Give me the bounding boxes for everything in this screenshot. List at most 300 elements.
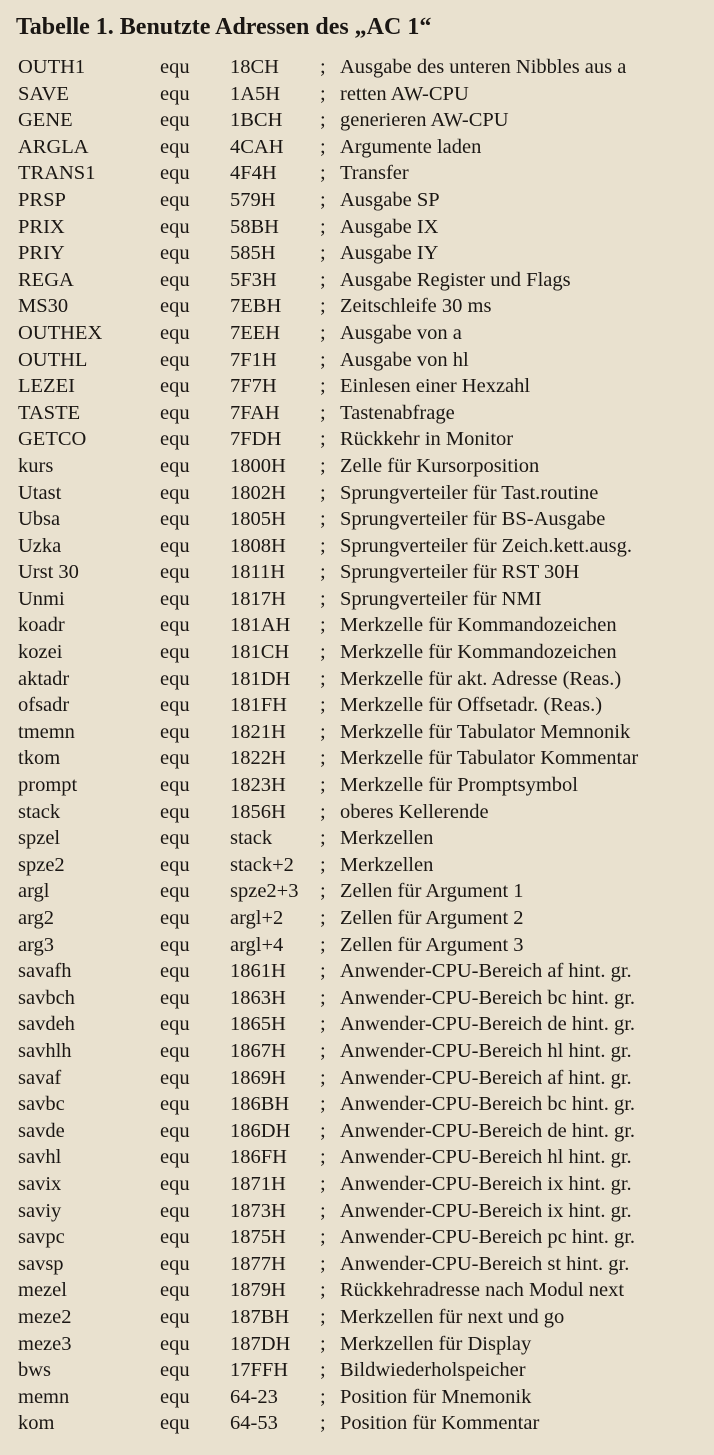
comment-separator: ; <box>320 188 326 211</box>
comment-separator: ; <box>320 1172 326 1195</box>
table-row <box>0 852 714 879</box>
comment-text: Anwender-CPU-Bereich hl hint. gr. <box>340 1146 632 1169</box>
symbol-name: PRSP <box>18 188 66 211</box>
symbol-name: GENE <box>18 109 73 132</box>
directive: equ <box>160 162 190 185</box>
comment-text: retten AW-CPU <box>340 82 469 105</box>
table-row <box>0 1331 714 1358</box>
symbol-name: aktadr <box>18 667 70 690</box>
directive: equ <box>160 534 190 557</box>
comment-separator: ; <box>320 454 326 477</box>
symbol-name: prompt <box>18 774 78 797</box>
address-value: 7F7H <box>230 375 277 398</box>
comment-separator: ; <box>320 215 326 238</box>
comment-separator: ; <box>320 667 326 690</box>
symbol-name: argl <box>18 880 50 903</box>
comment-separator: ; <box>320 508 326 531</box>
address-value: 1861H <box>230 960 286 983</box>
symbol-name: arg3 <box>18 933 55 956</box>
table-row <box>0 878 714 905</box>
directive: equ <box>160 215 190 238</box>
directive: equ <box>160 348 190 371</box>
address-value: 5F3H <box>230 268 277 291</box>
comment-separator: ; <box>320 1359 326 1382</box>
comment-text: Transfer <box>340 162 409 185</box>
directive: equ <box>160 880 190 903</box>
comment-separator: ; <box>320 774 326 797</box>
table-row <box>0 347 714 374</box>
address-value: 579H <box>230 188 276 211</box>
address-value: 1817H <box>230 587 286 610</box>
directive: equ <box>160 694 190 717</box>
table-row <box>0 1171 714 1198</box>
symbol-name: MS30 <box>18 295 69 318</box>
comment-text: Merkzelle für akt. Adresse (Reas.) <box>340 667 622 690</box>
comment-separator: ; <box>320 1066 326 1089</box>
directive: equ <box>160 1332 190 1355</box>
comment-text: Anwender-CPU-Bereich st hint. gr. <box>340 1252 630 1275</box>
symbol-name: spze2 <box>18 853 65 876</box>
directive: equ <box>160 321 190 344</box>
comment-separator: ; <box>320 534 326 557</box>
address-value: 181CH <box>230 641 290 664</box>
comment-separator: ; <box>320 1412 326 1435</box>
comment-text: Einlesen einer Hexzahl <box>340 375 531 398</box>
address-value: stack+2 <box>230 853 294 876</box>
table-row <box>0 426 714 453</box>
comment-text: Argumente laden <box>340 135 482 158</box>
symbol-name: GETCO <box>18 428 87 451</box>
address-value: 64-53 <box>230 1412 278 1435</box>
comment-text: Position für Mnemonik <box>340 1385 532 1408</box>
table-row <box>0 958 714 985</box>
table-row <box>0 1144 714 1171</box>
table-row <box>0 293 714 320</box>
table-row <box>0 932 714 959</box>
address-value: 1A5H <box>230 82 281 105</box>
comment-separator: ; <box>320 907 326 929</box>
symbol-name: savde <box>18 1119 65 1142</box>
comment-separator: ; <box>320 1252 326 1275</box>
directive: equ <box>160 188 190 211</box>
address-value: 1808H <box>230 534 286 557</box>
symbol-name: tkom <box>18 747 61 770</box>
address-value: 1800H <box>230 454 286 477</box>
directive: equ <box>160 667 190 690</box>
table-row <box>0 719 714 746</box>
comment-separator: ; <box>320 1039 326 1062</box>
address-value: 187DH <box>230 1332 291 1355</box>
address-value: 7F1H <box>230 348 277 371</box>
comment-separator: ; <box>320 986 326 1009</box>
symbol-name: koadr <box>18 614 65 637</box>
comment-separator: ; <box>320 1119 326 1142</box>
comment-text: Sprungverteiler für Tast.routine <box>340 481 599 504</box>
address-value: 585H <box>230 242 276 265</box>
comment-text: generieren AW-CPU <box>340 109 509 132</box>
directive: equ <box>160 641 190 664</box>
comment-separator: ; <box>320 1385 326 1408</box>
table-row <box>0 240 714 267</box>
comment-text: oberes Kellerende <box>340 800 489 823</box>
address-value: 186FH <box>230 1146 287 1169</box>
symbol-name: TRANS1 <box>18 162 96 185</box>
symbol-name: savhlh <box>18 1039 72 1062</box>
directive: equ <box>160 109 190 132</box>
symbol-name: meze2 <box>18 1305 72 1328</box>
directive: equ <box>160 1039 190 1062</box>
table-row <box>0 745 714 772</box>
table-row <box>0 1118 714 1145</box>
symbol-name: mezel <box>18 1279 67 1302</box>
symbol-name: savdeh <box>18 1013 75 1036</box>
directive: equ <box>160 774 190 797</box>
directive: equ <box>160 1119 190 1142</box>
directive: equ <box>160 1093 190 1116</box>
table-row <box>0 666 714 693</box>
comment-separator: ; <box>320 348 326 371</box>
comment-separator: ; <box>320 1279 326 1302</box>
directive: equ <box>160 401 190 424</box>
symbol-name: PRIX <box>18 215 65 238</box>
symbol-name: kozei <box>18 641 63 664</box>
symbol-name: memn <box>18 1385 70 1408</box>
comment-text: Merkzellen <box>340 853 434 876</box>
address-value: 187BH <box>230 1305 290 1328</box>
address-value: 186BH <box>230 1093 290 1116</box>
table-row <box>0 267 714 294</box>
address-table <box>0 54 714 1437</box>
symbol-name: OUTHL <box>18 348 88 371</box>
comment-separator: ; <box>320 481 326 504</box>
address-value: 1856H <box>230 800 286 823</box>
table-row <box>0 1384 714 1411</box>
comment-text: Ausgabe von a <box>340 321 462 344</box>
comment-text: Merkzelle für Promptsymbol <box>340 774 578 797</box>
comment-separator: ; <box>320 375 326 398</box>
comment-text: Sprungverteiler für Zeich.kett.ausg. <box>340 534 633 557</box>
comment-text: Zellen für Argument 3 <box>340 933 524 956</box>
address-value: spze2+3 <box>230 880 299 903</box>
directive: equ <box>160 587 190 610</box>
comment-text: Ausgabe IY <box>340 242 439 265</box>
directive: equ <box>160 295 190 318</box>
symbol-name: ofsadr <box>18 694 70 717</box>
address-value: 1873H <box>230 1199 286 1222</box>
directive: equ <box>160 1199 190 1222</box>
table-row <box>0 453 714 480</box>
table-row <box>0 400 714 427</box>
comment-text: Merkzelle für Kommandozeichen <box>340 614 617 637</box>
directive: equ <box>160 561 190 584</box>
directive: equ <box>160 1385 190 1408</box>
comment-text: Sprungverteiler für NMI <box>340 587 542 610</box>
directive: equ <box>160 800 190 823</box>
comment-text: Zeitschleife 30 ms <box>340 295 492 318</box>
table-row <box>0 612 714 639</box>
symbol-name: savhl <box>18 1146 62 1169</box>
comment-separator: ; <box>320 109 326 132</box>
address-value: 7EBH <box>230 295 282 318</box>
address-value: argl+2 <box>230 907 284 929</box>
address-value: stack <box>230 827 273 850</box>
table-row <box>0 187 714 214</box>
table-row <box>0 506 714 533</box>
comment-text: Anwender-CPU-Bereich hl hint. gr. <box>340 1039 632 1062</box>
comment-text: Merkzellen <box>340 827 434 850</box>
directive: equ <box>160 853 190 876</box>
address-value: 181FH <box>230 694 287 717</box>
table-row <box>0 214 714 241</box>
directive: equ <box>160 720 190 743</box>
directive: equ <box>160 1226 190 1249</box>
comment-separator: ; <box>320 1013 326 1036</box>
directive: equ <box>160 827 190 850</box>
symbol-name: OUTH1 <box>18 56 86 78</box>
table-row <box>0 1198 714 1225</box>
comment-separator: ; <box>320 1093 326 1116</box>
comment-separator: ; <box>320 694 326 717</box>
comment-separator: ; <box>320 1305 326 1328</box>
directive: equ <box>160 1066 190 1089</box>
comment-separator: ; <box>320 800 326 823</box>
table-row <box>0 825 714 852</box>
address-value: 1863H <box>230 986 286 1009</box>
directive: equ <box>160 1279 190 1302</box>
symbol-name: savix <box>18 1172 62 1195</box>
comment-text: Ausgabe IX <box>340 215 439 238</box>
comment-separator: ; <box>320 268 326 291</box>
comment-separator: ; <box>320 321 326 344</box>
comment-separator: ; <box>320 1226 326 1249</box>
table-row <box>0 533 714 560</box>
directive: equ <box>160 375 190 398</box>
symbol-name: stack <box>18 800 61 823</box>
address-value: 1867H <box>230 1039 286 1062</box>
directive: equ <box>160 1172 190 1195</box>
comment-text: Zellen für Argument 1 <box>340 880 524 903</box>
directive: equ <box>160 1359 190 1382</box>
directive: equ <box>160 1305 190 1328</box>
comment-separator: ; <box>320 853 326 876</box>
address-value: 18CH <box>230 56 279 78</box>
comment-separator: ; <box>320 295 326 318</box>
comment-text: Position für Kommentar <box>340 1412 540 1435</box>
comment-text: Tastenabfrage <box>340 401 455 424</box>
address-value: 1877H <box>230 1252 286 1275</box>
comment-separator: ; <box>320 1332 326 1355</box>
directive: equ <box>160 907 190 929</box>
comment-text: Anwender-CPU-Bereich bc hint. gr. <box>340 1093 636 1116</box>
address-value: 4F4H <box>230 162 277 185</box>
address-value: 1869H <box>230 1066 286 1089</box>
address-value: 1871H <box>230 1172 286 1195</box>
symbol-name: LEZEI <box>18 375 75 398</box>
comment-separator: ; <box>320 428 326 451</box>
comment-text: Merkzelle für Offsetadr. (Reas.) <box>340 694 603 717</box>
address-value: 58BH <box>230 215 279 238</box>
address-value: 1BCH <box>230 109 283 132</box>
address-value: 181AH <box>230 614 291 637</box>
symbol-name: Urst 30 <box>18 561 79 584</box>
comment-separator: ; <box>320 827 326 850</box>
table-row <box>0 772 714 799</box>
table-row <box>0 985 714 1012</box>
comment-separator: ; <box>320 135 326 158</box>
table-row <box>0 905 714 932</box>
comment-separator: ; <box>320 747 326 770</box>
address-value: 1879H <box>230 1279 286 1302</box>
symbol-name: meze3 <box>18 1332 72 1355</box>
address-value: 1875H <box>230 1226 286 1249</box>
table-row <box>0 586 714 613</box>
table-row <box>0 1091 714 1118</box>
comment-text: Ausgabe SP <box>340 188 440 211</box>
comment-text: Anwender-CPU-Bereich ix hint. gr. <box>340 1199 632 1222</box>
comment-text: Sprungverteiler für BS-Ausgabe <box>340 508 606 531</box>
address-value: 1823H <box>230 774 286 797</box>
address-value: 7FAH <box>230 401 280 424</box>
table-row <box>0 1357 714 1384</box>
table-row <box>0 1410 714 1437</box>
comment-text: Rückkehradresse nach Modul next <box>340 1279 625 1302</box>
directive: equ <box>160 1146 190 1169</box>
table-row <box>0 1224 714 1251</box>
address-value: 1805H <box>230 508 286 531</box>
directive: equ <box>160 454 190 477</box>
directive: equ <box>160 933 190 956</box>
comment-text: Merkzelle für Tabulator Kommentar <box>340 747 639 770</box>
table-row <box>0 81 714 108</box>
table-row <box>0 1304 714 1331</box>
table-row <box>0 1065 714 1092</box>
comment-text: Anwender-CPU-Bereich de hint. gr. <box>340 1119 636 1142</box>
address-value: 1802H <box>230 481 286 504</box>
directive: equ <box>160 1252 190 1275</box>
directive: equ <box>160 481 190 504</box>
symbol-name: savpc <box>18 1226 65 1249</box>
symbol-name: savbc <box>18 1093 65 1116</box>
symbol-name: Uzka <box>18 534 62 557</box>
comment-separator: ; <box>320 1199 326 1222</box>
comment-separator: ; <box>320 614 326 637</box>
table-row <box>0 639 714 666</box>
symbol-name: REGA <box>18 268 74 291</box>
directive: equ <box>160 1412 190 1435</box>
comment-separator: ; <box>320 720 326 743</box>
comment-separator: ; <box>320 56 326 78</box>
directive: equ <box>160 135 190 158</box>
comment-text: Zelle für Kursorposition <box>340 454 540 477</box>
symbol-name: savsp <box>18 1252 64 1275</box>
symbol-name: kurs <box>18 454 54 477</box>
comment-text: Anwender-CPU-Bereich bc hint. gr. <box>340 986 636 1009</box>
symbol-name: ARGLA <box>18 135 89 158</box>
comment-separator: ; <box>320 1146 326 1169</box>
table-row <box>0 320 714 347</box>
comment-separator: ; <box>320 401 326 424</box>
address-value: 1865H <box>230 1013 286 1036</box>
directive: equ <box>160 56 190 78</box>
comment-separator: ; <box>320 162 326 185</box>
symbol-name: OUTHEX <box>18 321 103 344</box>
comment-separator: ; <box>320 587 326 610</box>
symbol-name: saviy <box>18 1199 62 1222</box>
address-value: 1821H <box>230 720 286 743</box>
comment-text: Anwender-CPU-Bereich af hint. gr. <box>340 1066 632 1089</box>
table-row <box>0 134 714 161</box>
symbol-name: arg2 <box>18 907 55 929</box>
table-row <box>0 160 714 187</box>
comment-separator: ; <box>320 960 326 983</box>
symbol-name: spzel <box>18 827 61 850</box>
directive: equ <box>160 986 190 1009</box>
comment-text: Anwender-CPU-Bereich ix hint. gr. <box>340 1172 632 1195</box>
table-row <box>0 1011 714 1038</box>
comment-text: Merkzellen für next und go <box>340 1305 565 1328</box>
symbol-name: kom <box>18 1412 55 1435</box>
comment-separator: ; <box>320 933 326 956</box>
table-row <box>0 1277 714 1304</box>
directive: equ <box>160 428 190 451</box>
symbol-name: savaf <box>18 1066 62 1089</box>
comment-text: Anwender-CPU-Bereich af hint. gr. <box>340 960 632 983</box>
comment-separator: ; <box>320 242 326 265</box>
comment-separator: ; <box>320 82 326 105</box>
table-row <box>0 692 714 719</box>
directive: equ <box>160 508 190 531</box>
comment-text: Ausgabe des unteren Nibbles aus a <box>340 56 627 78</box>
directive: equ <box>160 614 190 637</box>
address-value: argl+4 <box>230 933 284 956</box>
table-title: Tabelle 1. Benutzte Adressen des „AC 1“ <box>16 14 432 40</box>
comment-text: Anwender-CPU-Bereich de hint. gr. <box>340 1013 636 1036</box>
address-value: 4CAH <box>230 135 284 158</box>
symbol-name: tmemn <box>18 720 75 743</box>
comment-text: Sprungverteiler für RST 30H <box>340 561 580 584</box>
address-value: 181DH <box>230 667 291 690</box>
directive: equ <box>160 268 190 291</box>
address-value: 186DH <box>230 1119 291 1142</box>
symbol-name: PRIY <box>18 242 65 265</box>
directive: equ <box>160 1013 190 1036</box>
address-value: 7FDH <box>230 428 282 451</box>
symbol-name: SAVE <box>18 82 69 105</box>
symbol-name: Ubsa <box>18 508 61 531</box>
comment-text: Ausgabe Register und Flags <box>340 268 571 291</box>
symbol-name: savbch <box>18 986 75 1009</box>
comment-separator: ; <box>320 561 326 584</box>
comment-text: Rückkehr in Monitor <box>340 428 514 451</box>
comment-text: Merkzellen für Display <box>340 1332 532 1355</box>
table-row <box>0 54 714 81</box>
symbol-name: Unmi <box>18 587 65 610</box>
symbol-name: Utast <box>18 481 62 504</box>
table-row <box>0 480 714 507</box>
directive: equ <box>160 747 190 770</box>
directive: equ <box>160 960 190 983</box>
comment-text: Anwender-CPU-Bereich pc hint. gr. <box>340 1226 636 1249</box>
address-value: 17FFH <box>230 1359 289 1382</box>
comment-text: Zellen für Argument 2 <box>340 907 524 929</box>
comment-separator: ; <box>320 880 326 903</box>
table-row <box>0 799 714 826</box>
address-value: 7EEH <box>230 321 281 344</box>
table-row <box>0 1251 714 1278</box>
table-row <box>0 1038 714 1065</box>
address-value: 1811H <box>230 561 286 584</box>
directive: equ <box>160 242 190 265</box>
